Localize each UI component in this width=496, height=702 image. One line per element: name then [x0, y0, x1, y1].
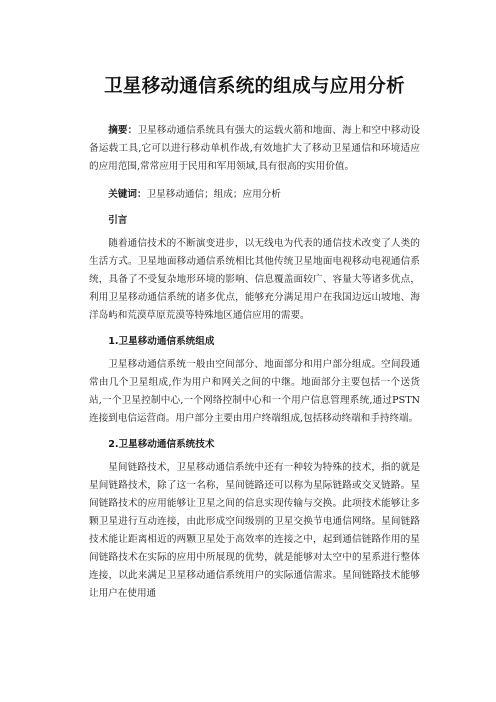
document-title: 卫星移动通信系统的组成与应用分析 — [104, 76, 405, 97]
section-paragraph: 随着通信技术的不断演变进步，以无线电为代表的通信技术改变了人类的生活方式。卫星地面移动通信系统相比其他传统卫星地面电视移动电视通信系统，具备了不受复杂地形环境的影响、信息覆盖面较广、容量大等诸多优点，利用卫星移动通信系统的诸多优点，能够充分满足用户在我国边远山坡地、海洋岛屿和荒漠草原荒漠等特殊地区通信应用的需要。 — [89, 238, 420, 321]
section-heading: 1.卫星移动通信系统组成 — [108, 336, 215, 347]
abstract-text: 卫星移动通信系统具有强大的运载火箭和地面、海上和空中移动设备运载工具,它可以进行移动单机作战,有效地扩大了移动卫星通信和环境适应的应用范围,常常应用于民用和军用领域,具有很高的实用价值。 — [89, 125, 421, 172]
keywords-label: 关键词： — [108, 189, 147, 200]
section-heading: 引言 — [108, 215, 128, 226]
keywords — [89, 186, 420, 204]
section-system-composition — [89, 333, 420, 428]
section-paragraph: 星间链路技术，卫星移动通信系统中还有一种较为特殊的技术，指的就是星间链路技术，除了这一名称，星间链路还可以称为星际链路或交叉链路。星间链路技术的应用能够让卫星之间的信息实现传输与交换。此项技术能够让多颗卫星进行互动连接，由此形成空间级别的卫星交换节电通信网络。星间链路技术能让距离相近的两颗卫星处于高效率的连接之中，起到通信链路作用的星间链路技术在实际的应用中所展现的优势，就是能够对太空中的星系进行整体连接，以此来满足卫星移动通信系统用户的实际通信需求。星间链路技术能够让用户在使用通 — [89, 462, 420, 599]
section-paragraph: 卫星移动通信系统一般由空间部分、地面部分和用户部分组成。空间段通常由几个卫星组成,作为用户和网关之间的中继。地面部分主要包括一个送货站,一个卫星控制中心,一个网络控制中心和一个用户信息管理系统,通过PSTN连接到电信运营商。用户部分主要由用户终端组成,包括移动终端和手持终端。 — [89, 359, 420, 424]
section-heading: 2.卫星移动通信系统技术 — [108, 439, 215, 450]
abstract — [89, 122, 420, 176]
section-system-technology — [89, 436, 420, 603]
section-introduction — [89, 212, 420, 325]
abstract-label: 摘要： — [108, 125, 138, 136]
keywords-text: 卫星移动通信；组成；应用分析 — [146, 189, 281, 200]
